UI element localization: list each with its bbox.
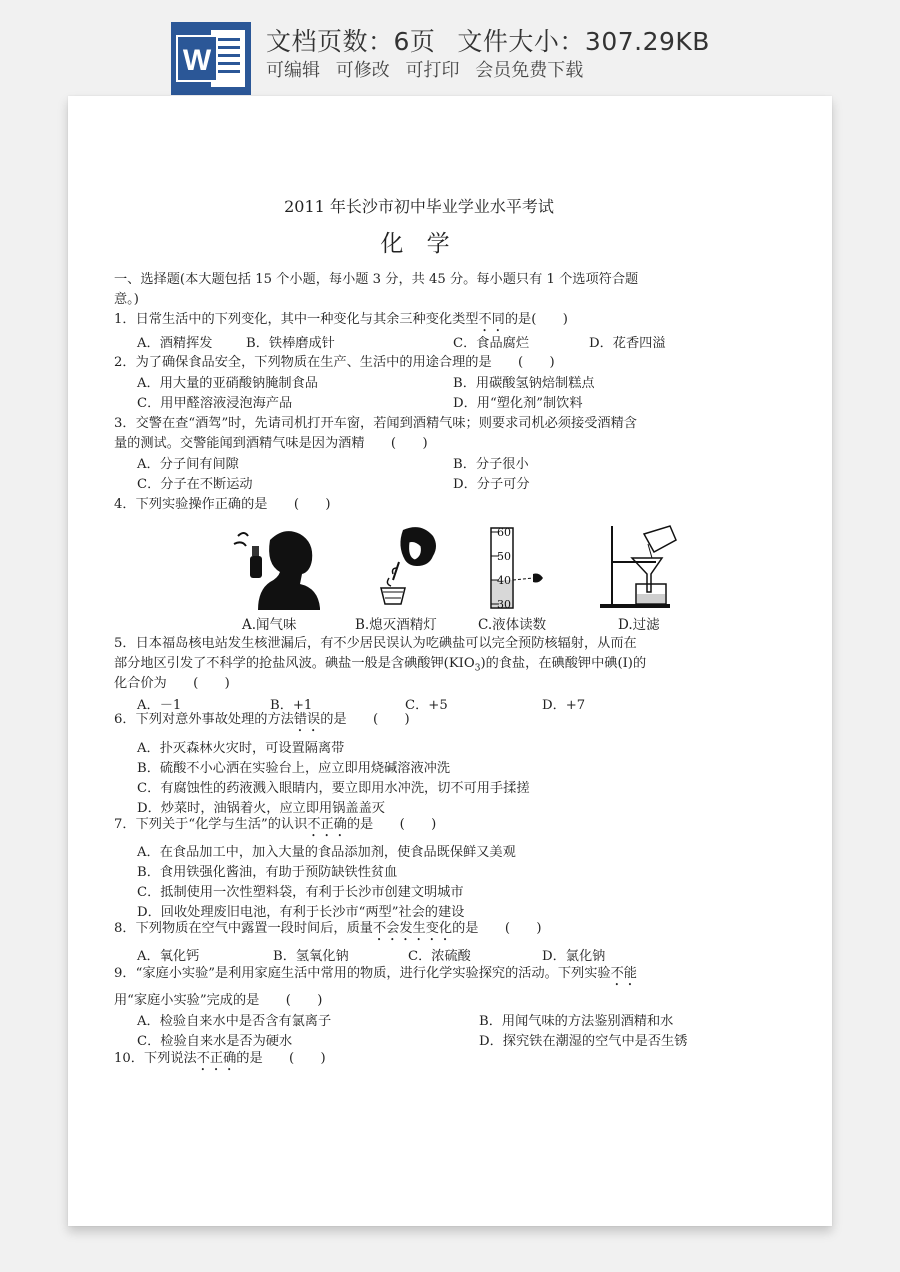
svg-text:40: 40 — [497, 574, 511, 587]
feature-printable: 可打印 — [405, 60, 460, 81]
q8-option-c: C．浓硫酸 — [408, 949, 471, 964]
feature-member-download[interactable]: 会员免费下载 — [475, 60, 584, 81]
question-5: 5．日本福岛核电站发生核泄漏后，有不少居民误认为吃碘盐可以完全预防核辐射，从而在 — [114, 636, 637, 651]
feature-editable: 可编辑 — [266, 60, 320, 81]
q2-option-c: C．用甲醛溶液浸泡海产品 — [137, 396, 293, 411]
q7-option-d: D．回收处理废旧电池，有利于长沙市“两型”社会的建设 — [137, 905, 465, 920]
question-6: 6．下列对意外事故处理的方法错误的是 ( ) — [114, 712, 410, 727]
q9-option-b: B．用闻气味的方法鉴别酒精和水 — [479, 1014, 674, 1029]
exam-title: 2011 年长沙市初中毕业学业水平考试 — [284, 197, 554, 216]
q7-option-a: A．在食品加工中，加入大量的食品添加剂，使食品既保鲜又美观 — [137, 845, 516, 860]
figure-label-b: B.熄灭酒精灯 — [355, 617, 437, 633]
question-8: 8．下列物质在空气中露置一段时间后，质量不会发生变化的是 ( ) — [114, 921, 542, 936]
q7-option-b: B．食用铁强化酱油，有助于预防缺铁性贫血 — [137, 865, 398, 880]
question-7: 7．下列关于“化学与生活”的认识不正确的是 ( ) — [114, 817, 437, 832]
q3-option-a: A．分子间有间隙 — [137, 457, 239, 472]
q5-option-a: A．－1 — [137, 698, 182, 713]
exam-subject: 化 学 — [380, 231, 458, 257]
feature-modifiable: 可修改 — [335, 60, 390, 81]
figure-label-c: C.液体读数 — [478, 617, 547, 633]
q3-option-d: D．分子可分 — [453, 477, 530, 492]
question-10: 10．下列说法不正确的是 ( ) — [114, 1051, 326, 1066]
banner-file-info — [266, 22, 710, 58]
q4-figures — [114, 522, 724, 632]
q6-option-b: B．硫酸不小心洒在实验台上，应立即用烧碱溶液冲洗 — [137, 761, 451, 776]
q5-option-c: C．+5 — [405, 698, 448, 713]
q9-option-d: D．探究铁在潮湿的空气中是否生锈 — [479, 1034, 688, 1049]
banner-features — [266, 56, 593, 82]
cylinder-reading-figure — [485, 522, 565, 610]
q5-option-b: B．+1 — [270, 698, 313, 713]
q1-option-b: B．铁棒磨成针 — [246, 336, 335, 351]
word-document-icon — [171, 22, 251, 95]
q6-option-a: A．扑灭森林火灾时，可设置隔离带 — [137, 741, 345, 756]
q5-option-d: D．+7 — [542, 698, 586, 713]
question-9-cont: 用“家庭小实验”完成的是 ( ) — [114, 993, 323, 1008]
question-5-cont: 部分地区引发了不科学的抢盐风波。碘盐一般是含碘酸钾$(KIO_3)$的食盐，在碘酸钾中碘(I)的 — [114, 656, 647, 674]
q6-option-d: D．炒菜时，油锅着火，应立即用锅盖盖灭 — [137, 801, 385, 816]
q2-option-b: B．用碳酸氢钠焙制糕点 — [453, 376, 595, 391]
svg-text:60: 60 — [497, 526, 511, 539]
section-intro-cont: 意。) — [114, 292, 139, 307]
question-5-cont2: 化合价为 ( ) — [114, 676, 230, 691]
q9-option-a: A．检验自来水中是否含有氯离子 — [137, 1014, 332, 1029]
smell-gas-figure — [230, 522, 324, 610]
q1-option-a: A．酒精挥发 — [137, 336, 213, 351]
q6-option-c: C．有腐蚀性的药液溅入眼睛内，要立即用水冲洗，切不可用手揉搓 — [137, 781, 530, 796]
alcohol-lamp-figure — [379, 522, 444, 610]
q8-option-a: A．氧化钙 — [137, 949, 200, 964]
page-count: 文档页数：6页 — [266, 27, 436, 56]
q2-option-a: A．用大量的亚硝酸钠腌制食品 — [137, 376, 318, 391]
file-size: 文件大小：307.29KB — [457, 27, 710, 56]
download-banner — [0, 0, 900, 96]
question-3-cont: 量的测试。交警能闻到酒精气味是因为酒精 ( ) — [114, 436, 428, 451]
q1-option-c: C．食品腐烂 — [453, 336, 530, 351]
figure-label-a: A.闻气味 — [242, 617, 297, 633]
q9-option-c: C．检验自来水是否为硬水 — [137, 1034, 293, 1049]
question-4: 4．下列实验操作正确的是 ( ) — [114, 497, 331, 512]
filtration-figure — [596, 522, 686, 610]
q7-option-c: C．抵制使用一次性塑料袋，有利于长沙市创建文明城市 — [137, 885, 464, 900]
section-intro: 一、选择题(本大题包括 15 个小题，每小题 3 分，共 45 分。每小题只有 1 个选项符合题 — [114, 272, 639, 287]
q2-option-d: D．用“塑化剂”制饮料 — [453, 396, 583, 411]
figure-label-d: D.过滤 — [618, 617, 660, 633]
q3-option-b: B．分子很小 — [453, 457, 529, 472]
question-9: 9．“家庭小实验”是利用家庭生活中常用的物质，进行化学实验探究的活动。下列实验不能 — [114, 966, 637, 981]
q1-option-d: D．花香四溢 — [589, 336, 666, 351]
question-3: 3．交警在查“酒驾”时，先请司机打开车窗，若闻到酒精气味；则要求司机必须接受酒精含 — [114, 416, 637, 431]
svg-text:30: 30 — [497, 598, 511, 610]
q3-option-c: C．分子在不断运动 — [137, 477, 253, 492]
question-2: 2．为了确保食品安全，下列物质在生产、生活中的用途合理的是 ( ) — [114, 355, 555, 370]
question-1: 1．日常生活中的下列变化，其中一种变化与其余三种变化类型不同的是( ) — [114, 312, 568, 327]
svg-text:50: 50 — [497, 550, 511, 563]
svg-text:W: W — [182, 44, 212, 77]
q8-option-d: D．氯化钠 — [542, 949, 606, 964]
q8-option-b: B．氢氧化钠 — [273, 949, 349, 964]
